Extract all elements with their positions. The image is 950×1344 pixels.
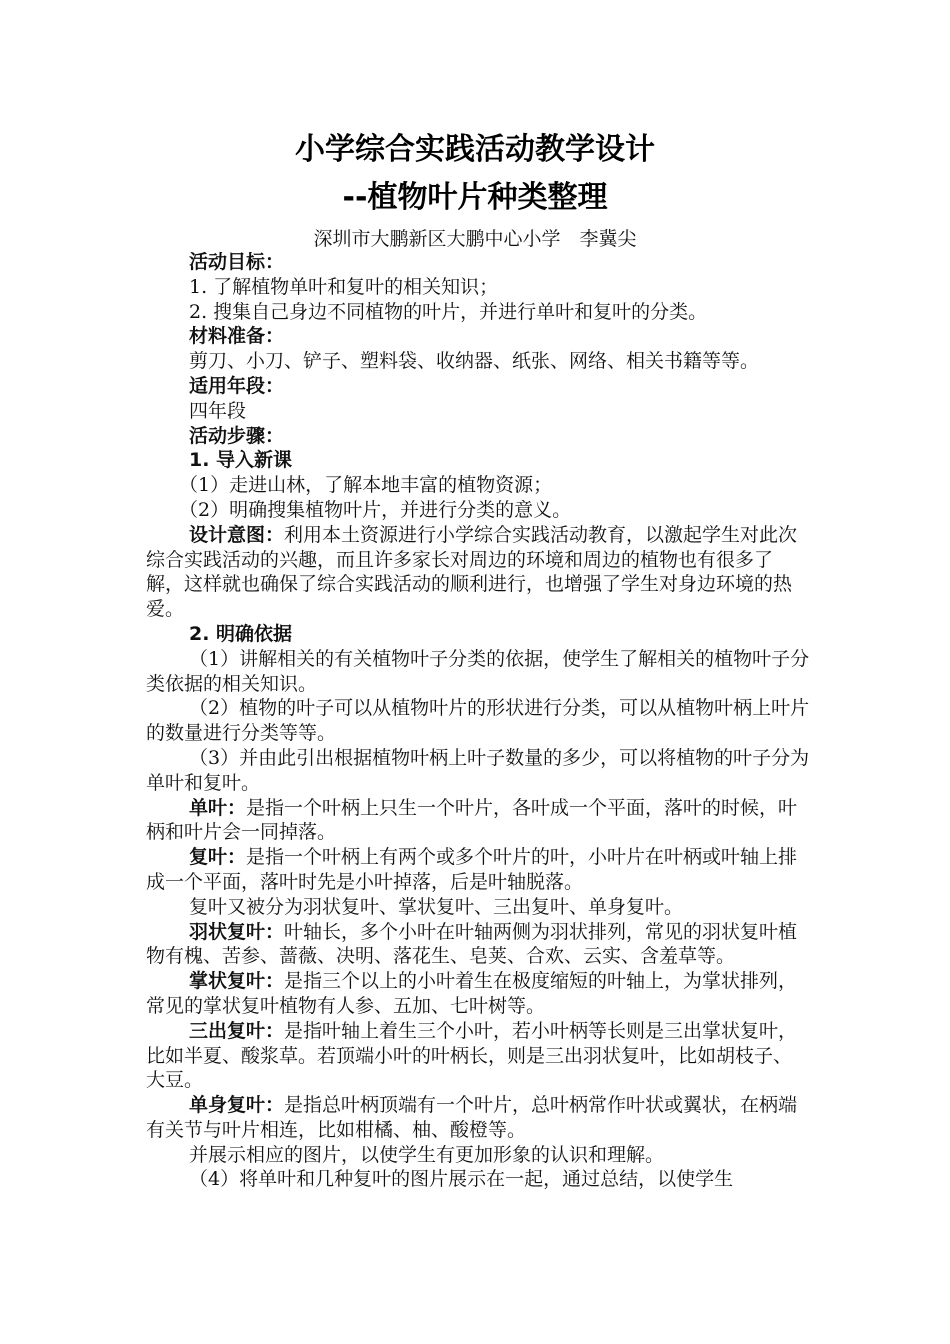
step1-item: （2）明确搜集植物叶片，并进行分类的意义。: [179, 498, 572, 521]
compound-leaf-text: 是指一个叶柄上有两个或多个叶片的叶，小叶片在叶柄或叶轴上排成一个平面，落叶时先是小叶掉落，后是叶轴脱落。: [146, 846, 798, 893]
unifoliate-label: 单身复叶：: [189, 1094, 285, 1117]
trifoliate-text: 是指叶轴上着生三个小叶，若小叶柄等长则是三出掌状复叶，比如半夏、酸浆草。若顶端小叶的叶柄长，则是三出羽状复叶，比如胡枝子、大豆。: [146, 1019, 798, 1092]
design-intent-paragraph: [146, 523, 810, 622]
step2-item: （3）并由此引出根据植物叶柄上叶子数量的多少，可以将植物的叶子分为单叶和复叶。: [146, 746, 810, 794]
design-intent-label: 设计意图：: [189, 523, 285, 546]
step2-item: （1）讲解相关的有关植物叶子分类的依据，使学生了解相关的植物叶子分类依据的相关知识。: [146, 647, 810, 695]
single-leaf-paragraph: [146, 796, 810, 846]
goal-item: 2. 搜集自己身边不同植物的叶片，并进行单叶和复叶的分类。: [189, 300, 708, 323]
trifoliate-label: 三出复叶：: [189, 1019, 285, 1042]
single-leaf-label: 单叶：: [189, 796, 247, 819]
step2-item: （4）将单叶和几种复叶的图片展示在一起，通过总结，以使学生: [189, 1168, 734, 1191]
palmate-text: 是指三个以上的小叶着生在极度缩短的叶轴上，为掌状排列，常见的掌状复叶植物有人参、五加、七叶树等。: [146, 970, 798, 1017]
grade-heading: 适用年段：: [189, 374, 285, 397]
show-images-text: 并展示相应的图片，以使学生有更加形象的认识和理解。: [189, 1143, 665, 1166]
pinnate-label: 羽状复叶：: [189, 920, 285, 943]
palmate-paragraph: [146, 969, 810, 1019]
steps-heading: 活动步骤：: [189, 424, 285, 447]
compound-types-text: 复叶又被分为羽状复叶、掌状复叶、三出复叶、单身复叶。: [189, 895, 684, 918]
goals-heading: 活动目标：: [189, 251, 285, 273]
step1-item: （1）走进山林，了解本地丰富的植物资源；: [179, 474, 553, 497]
pinnate-paragraph: [146, 920, 810, 970]
single-leaf-text: 是指一个叶柄上只生一个叶片，各叶成一个平面，落叶的时候，叶柄和叶片会一同掉落。: [146, 796, 798, 844]
step1-heading: 1. 导入新课: [189, 449, 293, 472]
materials-text: 剪刀、小刀、铲子、塑料袋、收纳器、纸张、网络、相关书籍等等。: [189, 350, 760, 373]
document-subtitle: --植物叶片种类整理: [342, 180, 608, 215]
compound-leaf-label: 复叶：: [189, 846, 247, 869]
materials-heading: 材料准备：: [189, 325, 285, 348]
goal-item: 1. 了解植物单叶和复叶的相关知识；: [189, 275, 499, 298]
document-body: [146, 250, 810, 1192]
grade-text: 四年段: [189, 399, 247, 422]
document-title: 小学综合实践活动教学设计: [295, 132, 655, 167]
unifoliate-paragraph: [146, 1093, 810, 1143]
author-line: 深圳市大鹏新区大鹏中心小学 李冀尖: [313, 228, 637, 250]
step2-heading: 2. 明确依据: [189, 622, 293, 645]
design-intent-text: 利用本土资源进行小学综合实践活动教育，以激起学生对此次综合实践活动的兴趣，而且许多家长对周边的环境和周边的植物也有很多了解，这样就也确保了综合实践活动的顺利进行，也增强了学生对身边环境的热爱。: [146, 523, 798, 621]
unifoliate-text: 是指总叶柄顶端有一个叶片，总叶柄常作叶状或翼状，在柄端有关节与叶片相连，比如柑橘、柚、酸橙等。: [146, 1094, 798, 1141]
palmate-label: 掌状复叶：: [189, 970, 285, 993]
compound-leaf-paragraph: [146, 845, 810, 895]
step2-item: （2）植物的叶子可以从植物叶片的形状进行分类，可以从植物叶柄上叶片的数量进行分类等等。: [146, 697, 810, 745]
trifoliate-paragraph: [146, 1019, 810, 1093]
pinnate-text: 叶轴长，多个小叶在叶轴两侧为羽状排列，常见的羽状复叶植物有槐、苦参、蔷薇、决明、落花生、皂荚、合欢、云实、含羞草等。: [146, 920, 798, 968]
